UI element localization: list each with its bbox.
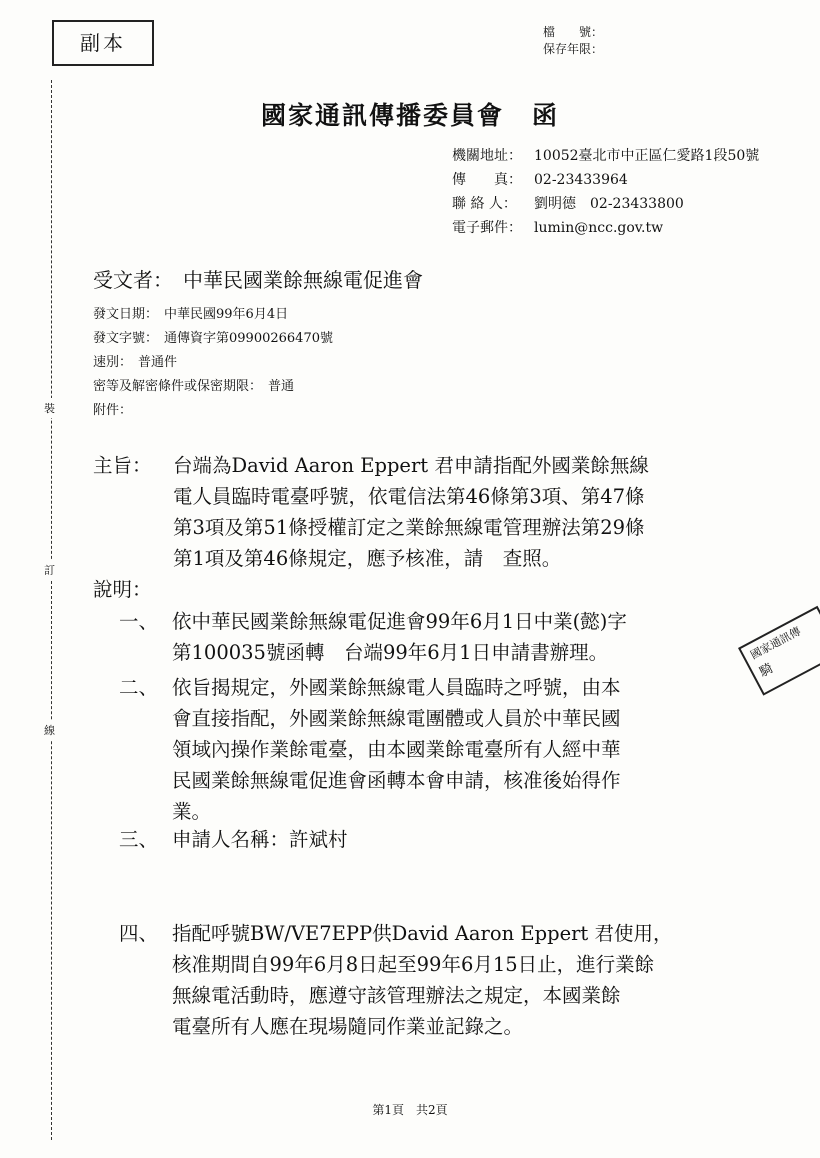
meta-row-confidentiality: 密等及解密條件或保密期限： 普通 bbox=[93, 379, 295, 394]
item-number: 三、 bbox=[119, 828, 159, 851]
subject-label: 主旨： bbox=[93, 454, 152, 477]
subject-line: 第3項及第51條授權訂定之業餘無線電管理辦法第29條 bbox=[173, 516, 645, 539]
item-number: 一、 bbox=[119, 610, 159, 633]
title-agency: 國家通訊傳播委員會 bbox=[260, 101, 504, 130]
item-line: 電臺所有人應在現場隨同作業並記錄之。 bbox=[172, 1015, 524, 1038]
item-line: 會直接指配，外國業餘無線電團體或人員於中華民國 bbox=[172, 707, 621, 730]
agency-info bbox=[452, 144, 759, 240]
item-line: 依旨揭規定，外國業餘無線電人員臨時之呼號，由本 bbox=[172, 676, 621, 699]
retention-label: 保存年限： bbox=[543, 42, 604, 56]
item-line: 依中華民國業餘無線電促進會99年6月1日中業(懿)字 bbox=[172, 610, 627, 633]
recipient bbox=[93, 264, 423, 293]
item-number: 四、 bbox=[119, 922, 159, 945]
stamp-signature: 騎 bbox=[757, 661, 776, 681]
agency-row-email: 電子郵件： lumin@ncc.gov.tw bbox=[452, 220, 664, 236]
explanation-label: 說明： bbox=[93, 578, 152, 601]
meta-row-date: 發文日期： 中華民國99年6月4日 bbox=[93, 307, 289, 322]
subject-line: 第1項及第46條規定，應予核准，請 查照。 bbox=[173, 547, 562, 570]
meta-row-number: 發文字號： 通傳資字第09900266470號 bbox=[93, 331, 333, 346]
item-line: 領域內操作業餘電臺，由本國業餘電臺所有人經中華 bbox=[172, 738, 621, 761]
recipient-label: 受文者： bbox=[93, 268, 173, 292]
recipient-value: 中華民國業餘無線電促進會 bbox=[183, 268, 423, 292]
item-line: 申請人名稱：許斌村 bbox=[172, 828, 348, 851]
document-title bbox=[0, 96, 820, 132]
binding-mark-zhuang: 裝 bbox=[44, 398, 55, 418]
subject-line: 台端為David Aaron Eppert 君申請指配外國業餘無線 bbox=[173, 454, 649, 477]
item-line: 民國業餘無線電促進會函轉本會申請，核准後始得作 bbox=[172, 769, 621, 792]
meta-row-speed: 速別： 普通件 bbox=[93, 355, 178, 370]
item-line: 核准期間自99年6月8日起至99年6月15日止，進行業餘 bbox=[172, 953, 655, 976]
item-line: 第100035號函轉 台端99年6月1日申請書辦理。 bbox=[172, 641, 609, 664]
binding-mark-xian: 線 bbox=[44, 720, 55, 740]
meta-row-attachment: 附件： bbox=[93, 403, 133, 418]
file-meta bbox=[543, 24, 603, 58]
item-line: 指配呼號BW/VE7EPP供David Aaron Eppert 君使用， bbox=[172, 922, 673, 945]
item-number: 二、 bbox=[119, 676, 159, 699]
copy-label-box: 副本 bbox=[52, 20, 154, 66]
stamp-text: 國家通訊傳 bbox=[748, 624, 804, 662]
item-line: 無線電活動時，應遵守該管理辦法之規定，本國業餘 bbox=[172, 984, 621, 1007]
title-suffix: 函 bbox=[532, 101, 560, 130]
file-number-label: 檔 號： bbox=[543, 25, 604, 39]
subject-line: 電人員臨時電臺呼號，依電信法第46條第3項、第47條 bbox=[173, 485, 645, 508]
dispatch-meta bbox=[93, 303, 333, 423]
item-line: 業。 bbox=[172, 800, 212, 823]
agency-row-address: 機關地址： 10052臺北市中正區仁愛路1段50號 bbox=[452, 148, 760, 164]
binding-mark-ding: 訂 bbox=[44, 560, 55, 580]
binding-line bbox=[51, 80, 52, 1140]
agency-row-fax: 傳 真： 02-23433964 bbox=[452, 172, 628, 188]
official-stamp bbox=[738, 606, 820, 696]
agency-row-contact: 聯 絡 人： 劉明德 02-23433800 bbox=[452, 196, 684, 212]
page-footer: 第1頁 共2頁 bbox=[372, 1103, 448, 1117]
